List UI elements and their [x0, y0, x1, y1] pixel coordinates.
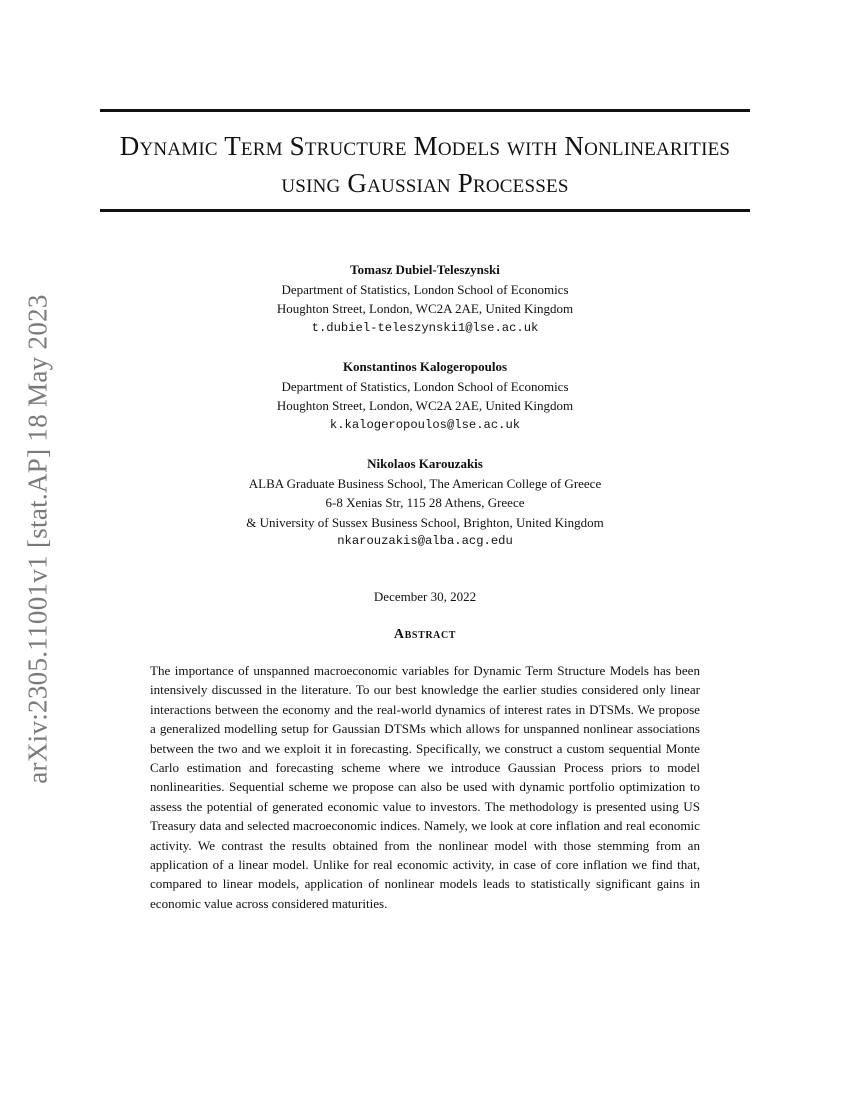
author-name: Nikolaos Karouzakis [367, 456, 483, 471]
author-affiliation-line: 6-8 Xenias Str, 115 28 Athens, Greece [325, 495, 525, 510]
abstract-heading: Abstract [393, 627, 457, 642]
author-block [100, 454, 750, 552]
author-email[interactable]: nkarouzakis@alba.acg.edu [337, 534, 513, 548]
author-block [100, 357, 750, 435]
author-affiliation-line: Houghton Street, London, WC2A 2AE, United Kingdom [276, 301, 574, 316]
title-rule-top [100, 109, 750, 112]
author-email[interactable]: t.dubiel-teleszynski1@lse.ac.uk [311, 320, 539, 335]
title-rule-bottom [100, 209, 750, 212]
author-name: Konstantinos Kalogeropoulos [342, 359, 508, 374]
author-name: Tomasz Dubiel-Teleszynski [350, 262, 500, 277]
paper-title-line-2: using Gaussian Processes [281, 168, 569, 198]
author-affiliation-line: Houghton Street, London, WC2A 2AE, United Kingdom [276, 398, 574, 413]
publication-date: December 30, 2022 [373, 589, 477, 604]
author-affiliation-line: Department of Statistics, London School of Economics [281, 378, 569, 394]
paper-title [100, 128, 750, 202]
author-affiliation-line: & University of Sussex Business School, Brighton, United Kingdom [246, 514, 604, 530]
author-affiliation-line: Department of Statistics, London School of Economics [281, 281, 569, 297]
paper-title-line-1: Dynamic Term Structure Models with Nonlinearities [119, 131, 731, 161]
author-block [100, 260, 750, 338]
author-affiliation-line: ALBA Graduate Business School, The American College of Greece [248, 475, 602, 491]
abstract-text: The importance of unspanned macroeconomic variables for Dynamic Term Structure Models has been intensively discussed in the literature. To our best knowledge the earlier studies considered only linear interactions between the economy and the real-world dynamics of interest rates in DTSMs. We propose a generalized modelling setup for Gaussian DTSMs which allows for unspanned nonlinear associations between the two and we exploit it in forecasting. Specifically, we construct a custom sequential Monte Carlo estimation and forecasting scheme where we introduce Gaussian Process priors to model nonlinearities. Sequential scheme we propose can also be used with dynamic portfolio optimization to assess the potential of generated economic value to investors. The methodology is presented using US Treasury data and selected macroeconomic indices. Namely, we look at core inflation and real economic activity. We contrast the results obtained from the nonlinear model with those stemming from an application of a linear model. Unlike for real economic activity, in case of core inflation we find that, compared to linear models, application of nonlinear models leads to statistically significant gains in economic value across considered maturities. [150, 663, 700, 911]
author-email[interactable]: k.kalogeropoulos@lse.ac.uk [329, 417, 521, 432]
arxiv-identifier-stamp: arXiv:2305.11001v1 [stat.AP] 18 May 2023 [22, 294, 53, 784]
